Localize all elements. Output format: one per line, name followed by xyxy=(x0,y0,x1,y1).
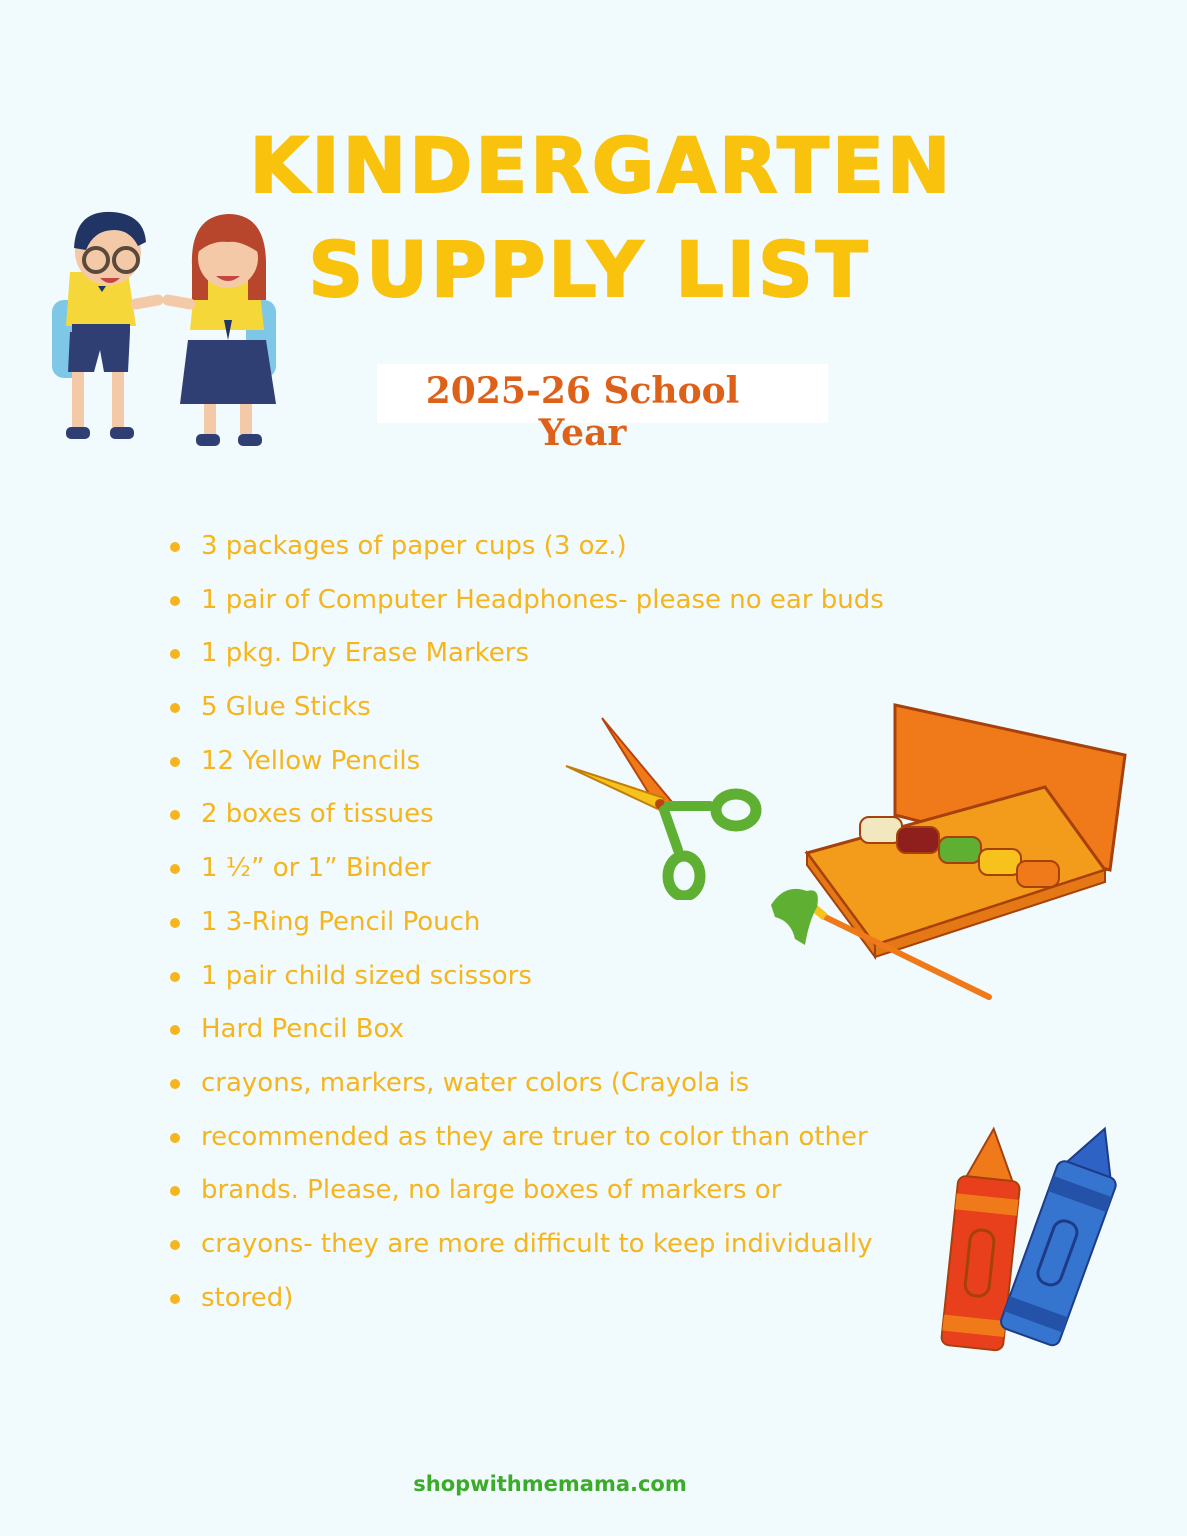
list-item: brands. Please, no large boxes of markers or xyxy=(170,1164,884,1218)
list-item: 1 ½” or 1” Binder xyxy=(170,842,884,896)
page-title-line-2: SUPPLY LIST xyxy=(308,225,871,314)
list-item: 1 3-Ring Pencil Pouch xyxy=(170,896,884,950)
list-item: Hard Pencil Box xyxy=(170,1003,884,1057)
list-item: crayons- they are more difficult to keep individually xyxy=(170,1218,884,1272)
website-footer: shopwithmemama.com xyxy=(413,1472,687,1496)
bullet-icon xyxy=(170,757,180,767)
bullet-icon xyxy=(170,596,180,606)
list-item: 1 pair child sized scissors xyxy=(170,950,884,1004)
bullet-icon xyxy=(170,649,180,659)
list-item: 5 Glue Sticks xyxy=(170,681,884,735)
list-item: 1 pkg. Dry Erase Markers xyxy=(170,627,884,681)
bullet-icon xyxy=(170,1186,180,1196)
bullet-icon xyxy=(170,864,180,874)
list-item: recommended as they are truer to color than other xyxy=(170,1111,884,1165)
bullet-icon xyxy=(170,972,180,982)
list-item: stored) xyxy=(170,1272,884,1326)
bullet-icon xyxy=(170,542,180,552)
bullet-icon xyxy=(170,1025,180,1035)
list-item: 12 Yellow Pencils xyxy=(170,735,884,789)
list-item: 3 packages of paper cups (3 oz.) xyxy=(170,520,884,574)
page-title-line-1: KINDERGARTEN xyxy=(249,121,954,210)
school-year-subtitle: 2025-26 School Year xyxy=(425,370,740,454)
bullet-icon xyxy=(170,1133,180,1143)
crayons-illustration xyxy=(930,1120,1120,1360)
bullet-icon xyxy=(170,1294,180,1304)
list-item: crayons, markers, water colors (Crayola is xyxy=(170,1057,884,1111)
bullet-icon xyxy=(170,1079,180,1089)
bullet-icon xyxy=(170,810,180,820)
subtitle-box xyxy=(377,364,828,454)
paint-palette-illustration xyxy=(765,695,1135,1005)
scissors-illustration xyxy=(560,710,770,900)
bullet-icon xyxy=(170,918,180,928)
list-item: 1 pair of Computer Headphones- please no ear buds xyxy=(170,574,884,628)
bullet-icon xyxy=(170,703,180,713)
list-item: 2 boxes of tissues xyxy=(170,788,884,842)
bullet-icon xyxy=(170,1240,180,1250)
